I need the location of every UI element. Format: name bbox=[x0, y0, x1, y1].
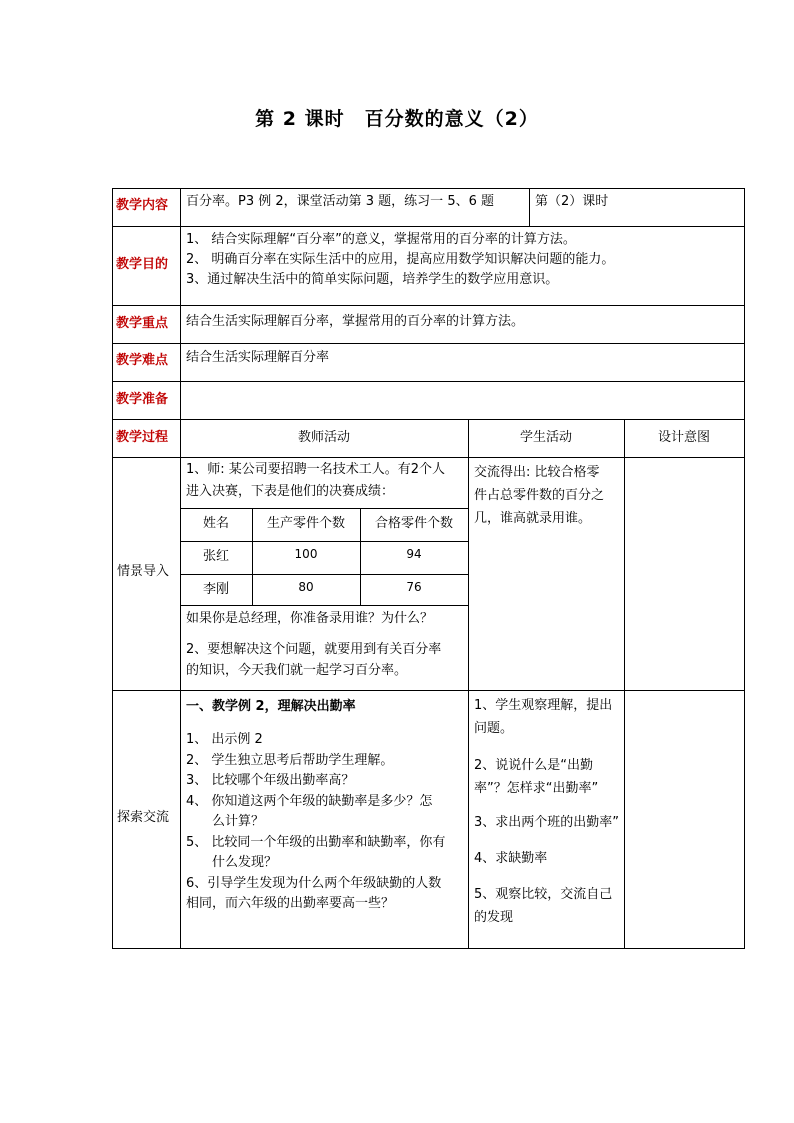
explore-student-line: 3、求出两个班的出勤率” bbox=[474, 815, 620, 830]
explore-student-line: 2、说说什么是“出勤 bbox=[474, 758, 594, 773]
label-intro: 情景导入 bbox=[117, 564, 170, 579]
explore-student-line: 的发现 bbox=[474, 910, 514, 925]
period-text: 第（2）课时 bbox=[535, 194, 609, 209]
difficulty-text: 结合生活实际理解百分率 bbox=[186, 350, 330, 365]
explore-student-line: 1、学生观察理解，提出 bbox=[474, 698, 613, 713]
explore-item: 2、 学生独立思考后帮助学生理解。 bbox=[186, 752, 394, 768]
teacher-activity-header: 教师活动 bbox=[297, 430, 350, 445]
intro-student-line: 几，谁高就录用谁。 bbox=[474, 511, 592, 526]
label-goals: 教学目的 bbox=[116, 257, 169, 272]
content-text: 百分率。P3 例 2，课堂活动第 3 题，练习一 5、6 题 bbox=[186, 194, 494, 209]
explore-student-line: 4、求缺勤率 bbox=[474, 851, 548, 866]
label-prep: 教学准备 bbox=[116, 392, 169, 407]
intro-teacher-line: 进入决赛，下表是他们的决赛成绩： bbox=[186, 484, 395, 499]
intro-teacher-line: 2、要想解决这个问题，就要用到有关百分率 bbox=[186, 642, 442, 657]
intro-teacher-text bbox=[186, 459, 445, 503]
explore-item: 6、引导学生发现为什么两个年级缺勤的人数 bbox=[186, 875, 442, 891]
label-explore: 探索交流 bbox=[117, 810, 170, 825]
score-table-cell: 76 bbox=[406, 580, 422, 594]
explore-student-line: 5、观察比较，交流自己 bbox=[474, 887, 613, 902]
explore-item: 什么发现？ bbox=[186, 855, 278, 870]
intro-student-line: 交流得出: 比较合格零 bbox=[474, 465, 600, 480]
explore-student-list bbox=[474, 694, 619, 929]
goal-item: 1、 结合实际理解“百分率”的意义，掌握常用的百分率的计算方法。 bbox=[186, 232, 576, 247]
score-table-cell: 李刚 bbox=[202, 582, 229, 597]
label-difficulty: 教学难点 bbox=[116, 353, 169, 368]
score-table-cell: 94 bbox=[406, 547, 422, 561]
goal-item: 2、 明确百分率在实际生活中的应用，提高应用数学知识解决问题的能力。 bbox=[186, 252, 615, 267]
explore-teacher-list bbox=[186, 730, 445, 915]
score-table-cell: 100 bbox=[294, 547, 318, 561]
explore-item: 4、 你知道这两个年级的缺勤率是多少？怎 bbox=[186, 793, 433, 809]
intro-teacher-line: 的知识，今天我们就一起学习百分率。 bbox=[186, 663, 408, 678]
label-key: 教学重点 bbox=[116, 316, 169, 331]
explore-student-line: 问题。 bbox=[474, 721, 514, 736]
student-activity-header: 学生活动 bbox=[519, 430, 572, 445]
goals-list bbox=[186, 230, 614, 290]
label-content: 教学内容 bbox=[116, 198, 169, 213]
intro-teacher-line: 1、师: 某公司要招聘一名技术工人。有2个人 bbox=[186, 462, 446, 477]
score-table-header: 姓名 bbox=[202, 516, 229, 531]
intro-question: 如果你是总经理，你准备录用谁？为什么？ bbox=[186, 611, 434, 626]
score-table-header: 合格零件个数 bbox=[374, 516, 453, 531]
explore-item: 3、 比较哪个年级出勤率高？ bbox=[186, 773, 355, 788]
explore-item: 相同，而六年级的出勤率要高一些？ bbox=[186, 896, 395, 911]
label-process: 教学过程 bbox=[116, 430, 169, 445]
score-table-cell: 张红 bbox=[202, 549, 229, 564]
intro-student-line: 件占总零件数的百分之 bbox=[474, 488, 605, 503]
key-text: 结合生活实际理解百分率，掌握常用的百分率的计算方法。 bbox=[186, 314, 525, 329]
page-title: 第 2 课时 百分数的意义（2） bbox=[255, 108, 539, 130]
score-table-header: 生产零件个数 bbox=[266, 516, 345, 531]
explore-item: 5、 比较同一个年级的出勤率和缺勤率，你有 bbox=[186, 834, 446, 850]
explore-heading: 一、教学例 2，理解决出勤率 bbox=[186, 699, 356, 714]
explore-student-line: 率”？怎样求“出勤率” bbox=[474, 781, 599, 796]
design-intent-header: 设计意图 bbox=[657, 430, 710, 445]
intro-student-text bbox=[474, 461, 604, 530]
goal-item: 3、通过解决生活中的简单实际问题，培养学生的数学应用意识。 bbox=[186, 272, 559, 287]
explore-item: 1、 出示例 2 bbox=[186, 732, 263, 747]
explore-item: 么计算？ bbox=[186, 814, 265, 829]
intro-teacher-text-2 bbox=[186, 639, 441, 681]
score-table-cell: 80 bbox=[298, 580, 314, 594]
